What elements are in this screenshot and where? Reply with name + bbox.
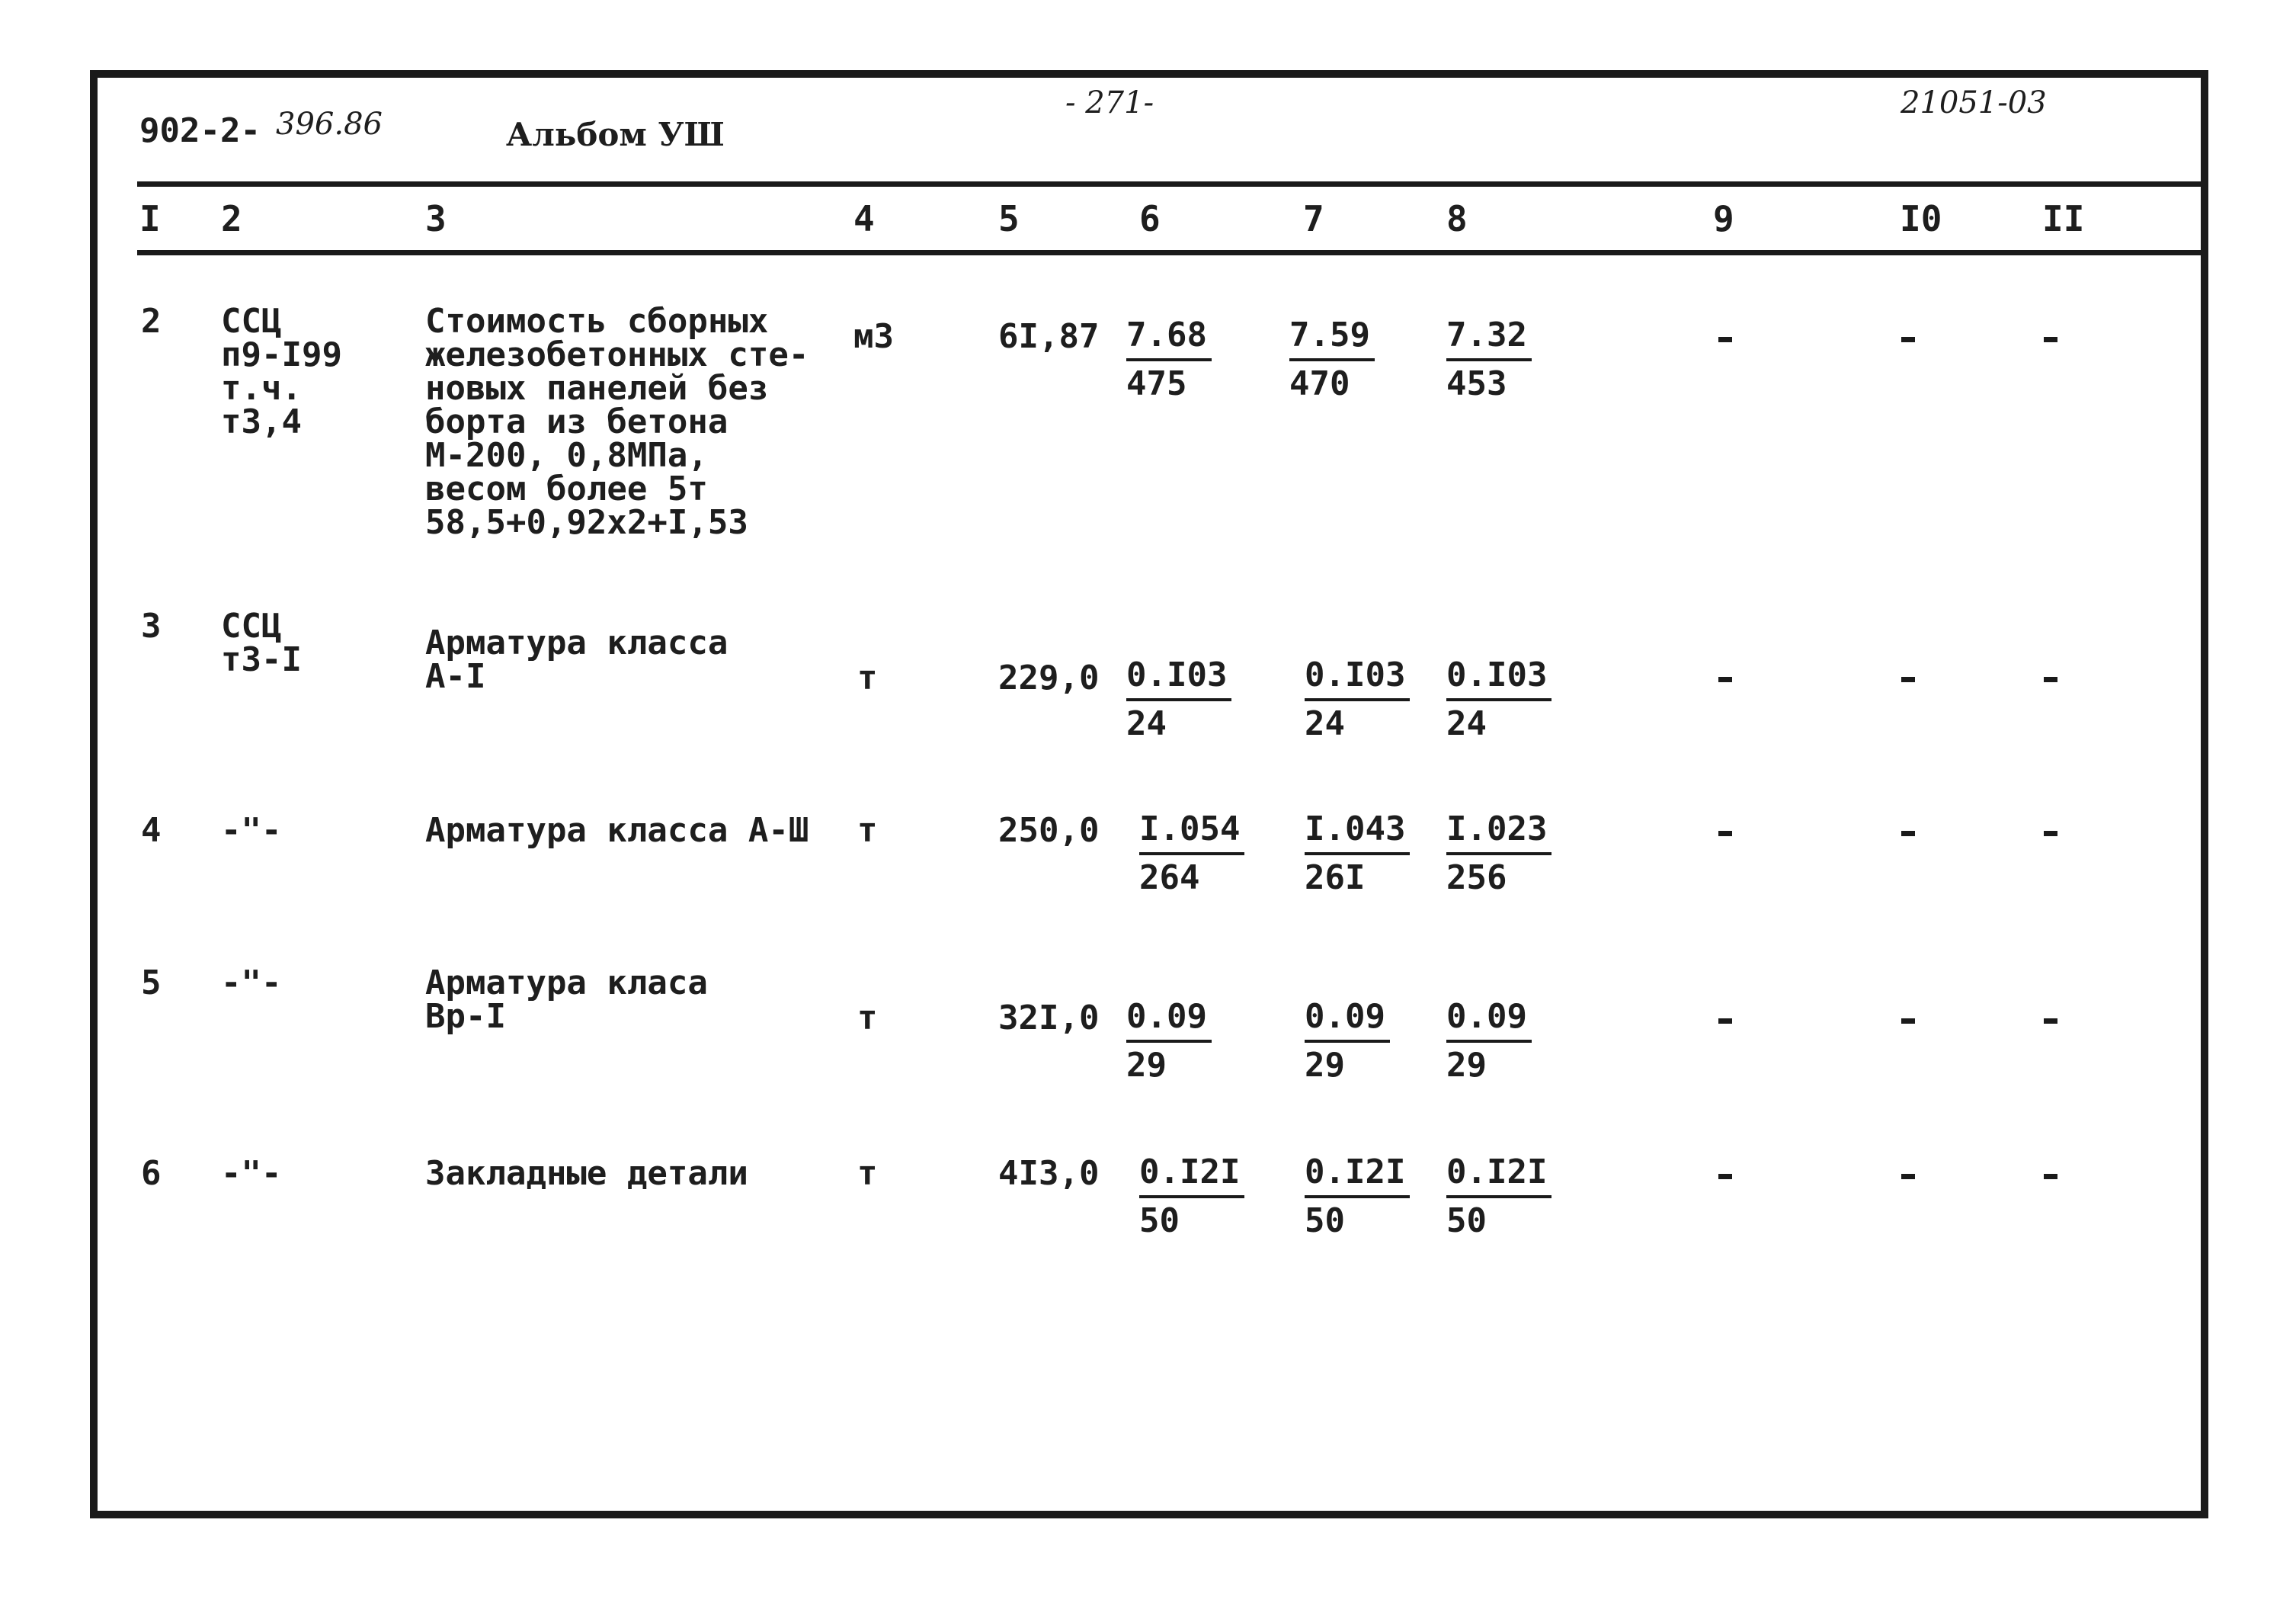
cell-col6 <box>1139 806 1244 901</box>
value-cost: 470 <box>1289 364 1350 403</box>
cell-col6 <box>1139 1149 1244 1244</box>
dash-col10 <box>1901 677 1915 682</box>
value-cost: 29 <box>1305 1046 1345 1085</box>
column-number-8: 8 <box>1446 198 1468 239</box>
value-cost: 26I <box>1305 858 1366 897</box>
row-unit: т <box>857 811 878 850</box>
dash-col11 <box>2044 337 2057 342</box>
dash-col10 <box>1901 1018 1915 1024</box>
value-quantity: 0.I03 <box>1305 652 1410 701</box>
value-quantity: 0.I03 <box>1446 652 1551 701</box>
cell-col8 <box>1446 1149 1551 1244</box>
page-number: - 271- <box>1065 85 1154 120</box>
doc-code: 902-2- <box>139 111 261 150</box>
value-quantity: 0.I2I <box>1446 1149 1551 1198</box>
doc-code-handwritten: 396.86 <box>276 107 383 142</box>
row-price: 6I,87 <box>998 317 1100 356</box>
row-unit: т <box>857 1154 878 1193</box>
row-number: 2 <box>141 302 162 341</box>
row-number: 3 <box>141 607 162 646</box>
value-quantity: 7.32 <box>1446 313 1532 361</box>
column-number-6: 6 <box>1139 198 1161 239</box>
header-rule <box>137 181 2202 187</box>
cell-col8 <box>1446 994 1532 1088</box>
column-number-11: II <box>2042 198 2085 239</box>
value-quantity: 0.09 <box>1446 994 1532 1043</box>
column-number-3: 3 <box>425 198 447 239</box>
row-unit: т <box>857 659 878 697</box>
column-number-5: 5 <box>998 198 1020 239</box>
dash-col10 <box>1901 831 1915 836</box>
value-quantity: 7.59 <box>1289 313 1375 361</box>
column-number-7: 7 <box>1303 198 1324 239</box>
column-number-9: 9 <box>1713 198 1734 239</box>
reference-number: 21051-03 <box>1901 85 2047 120</box>
column-number-10: I0 <box>1900 198 1942 239</box>
row-code: ССЦ т3-I <box>221 607 302 679</box>
row-number: 4 <box>141 811 162 850</box>
cell-col8 <box>1446 652 1551 747</box>
value-cost: 24 <box>1446 704 1487 743</box>
row-description: Закладные детали <box>425 1154 748 1193</box>
dash-col9 <box>1718 677 1732 682</box>
value-quantity: 7.68 <box>1126 313 1212 361</box>
value-quantity: 0.09 <box>1126 994 1212 1043</box>
dash-col9 <box>1718 1174 1732 1179</box>
dash-col11 <box>2044 677 2057 682</box>
value-quantity: 0.I2I <box>1139 1149 1244 1198</box>
dash-col11 <box>2044 1174 2057 1179</box>
row-number: 6 <box>141 1154 162 1193</box>
row-description: Арматура класса А-I <box>425 624 729 696</box>
row-price: 32I,0 <box>998 999 1100 1037</box>
cell-col8 <box>1446 806 1551 901</box>
cell-col7 <box>1305 806 1410 901</box>
value-cost: 50 <box>1446 1201 1487 1240</box>
value-quantity: I.054 <box>1139 806 1244 855</box>
row-code: -"- <box>221 811 282 850</box>
cell-col7 <box>1305 652 1410 747</box>
cell-col6 <box>1126 994 1212 1088</box>
row-price: 250,0 <box>998 811 1100 850</box>
album-label: Альбом УШ <box>506 116 725 153</box>
row-code: -"- <box>221 1154 282 1193</box>
row-description: Стоимость сборных железобетонных сте- новых панелей без борта из бетона М-200, 0,8МПа, весом более 5т 58,5+0,92х2+I,53 <box>425 302 809 542</box>
value-cost: 256 <box>1446 858 1507 897</box>
row-price: 229,0 <box>998 659 1100 697</box>
dash-col9 <box>1718 1018 1732 1024</box>
value-cost: 29 <box>1126 1046 1167 1085</box>
cell-col7 <box>1289 313 1375 407</box>
value-cost: 453 <box>1446 364 1507 403</box>
value-cost: 24 <box>1126 704 1167 743</box>
dash-col10 <box>1901 337 1915 342</box>
column-number-2: 2 <box>221 198 242 239</box>
column-header-rule <box>137 250 2202 255</box>
value-cost: 29 <box>1446 1046 1487 1085</box>
cell-col8 <box>1446 313 1532 407</box>
row-unit: м3 <box>853 317 894 356</box>
value-cost: 264 <box>1139 858 1200 897</box>
dash-col9 <box>1718 831 1732 836</box>
column-number-4: 4 <box>853 198 875 239</box>
value-cost: 50 <box>1305 1201 1345 1240</box>
column-number-1: I <box>139 198 161 239</box>
value-cost: 475 <box>1126 364 1187 403</box>
dash-col11 <box>2044 1018 2057 1024</box>
row-unit: т <box>857 999 878 1037</box>
page-frame <box>90 70 2208 1518</box>
row-price: 4I3,0 <box>998 1154 1100 1193</box>
dash-col9 <box>1718 337 1732 342</box>
value-quantity: I.043 <box>1305 806 1410 855</box>
row-description: Арматура класа Вр-I <box>425 963 708 1036</box>
cell-col6 <box>1126 652 1231 747</box>
value-quantity: 0.I2I <box>1305 1149 1410 1198</box>
row-number: 5 <box>141 963 162 1002</box>
row-code: ССЦ п9-I99 т.ч. т3,4 <box>221 302 342 441</box>
value-cost: 24 <box>1305 704 1345 743</box>
cell-col7 <box>1305 1149 1410 1244</box>
cell-col7 <box>1305 994 1390 1088</box>
value-quantity: I.023 <box>1446 806 1551 855</box>
value-quantity: 0.09 <box>1305 994 1390 1043</box>
value-quantity: 0.I03 <box>1126 652 1231 701</box>
value-cost: 50 <box>1139 1201 1180 1240</box>
row-description: Арматура класса А-Ш <box>425 811 809 850</box>
row-code: -"- <box>221 963 282 1002</box>
cell-col6 <box>1126 313 1212 407</box>
dash-col10 <box>1901 1174 1915 1179</box>
dash-col11 <box>2044 831 2057 836</box>
